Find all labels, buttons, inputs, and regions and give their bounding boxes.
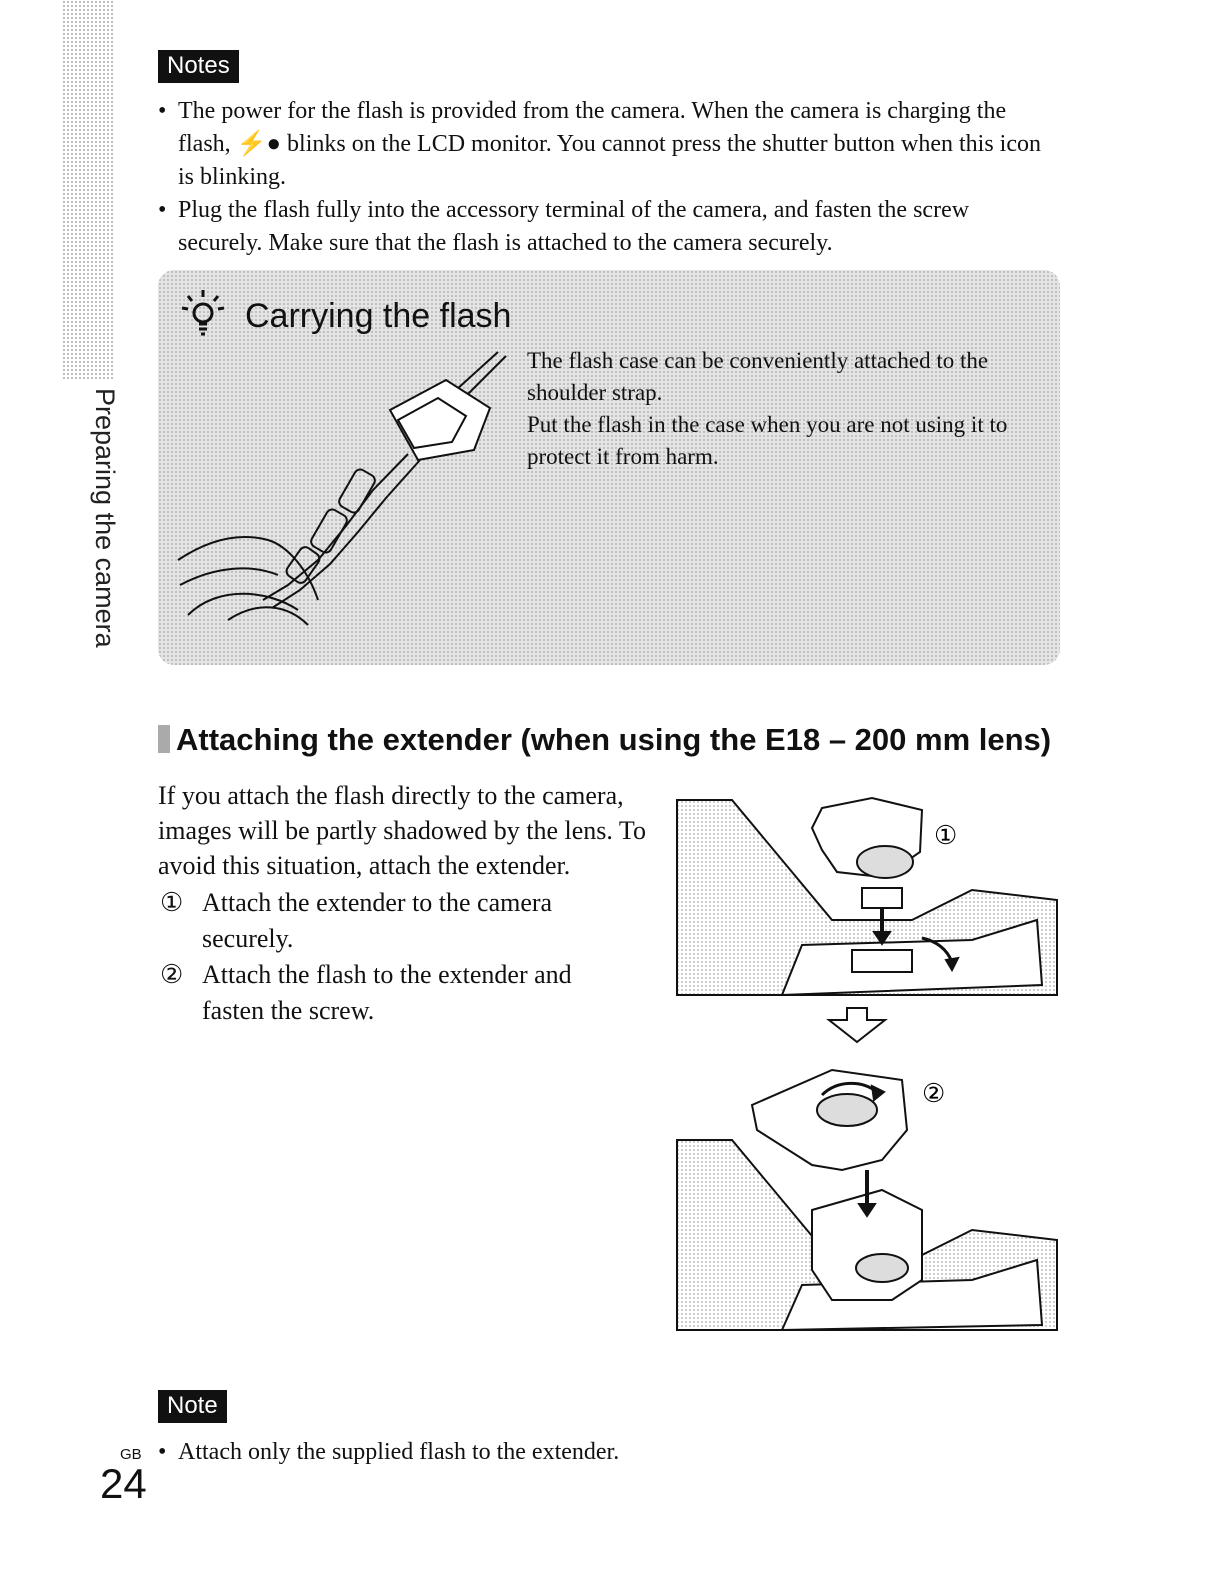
step-number: ② — [160, 960, 184, 989]
step-text: Attach the extender to the camera securely. — [202, 888, 553, 953]
note-item: • Attach only the supplied flash to the extender. — [158, 1436, 1058, 1468]
step-text: Attach the flash to the extender and fasten the screw. — [202, 960, 572, 1025]
extender-illustration — [672, 780, 1062, 1340]
flash-strap-illustration — [168, 350, 518, 630]
notes-label: Notes — [158, 50, 239, 83]
note-list — [158, 1436, 1058, 1468]
steps-list — [158, 885, 628, 1029]
step-number: ① — [160, 888, 184, 917]
heading-marker — [158, 725, 170, 753]
note-label: Note — [158, 1390, 227, 1423]
section-intro: If you attach the flash directly to the camera, images will be partly shadowed by the lens. To avoid this situation, attach the extender. — [158, 781, 646, 880]
lightbulb-icon — [178, 288, 228, 340]
section-heading — [158, 722, 1051, 758]
page-number: 24 — [100, 1460, 147, 1507]
side-tab-label: Preparing the camera — [90, 388, 120, 648]
callout-1: ① — [934, 821, 958, 850]
step-item — [158, 885, 628, 957]
callout-2: ② — [922, 1079, 946, 1108]
region-code: GB — [120, 1446, 142, 1463]
edge-texture — [62, 0, 114, 380]
step-item — [158, 957, 628, 1029]
section-title: Attaching the extender (when using the E18 – 200 mm lens) — [176, 722, 1052, 757]
notes-item: • The power for the flash is provided from the camera. When the camera is charging the flash, ⚡● blinks on the LCD monitor. You cannot press the shutter button when this icon is blinking. — [158, 95, 1058, 194]
tip-line: The flash case can be conveniently attached to the shoulder strap. — [527, 348, 989, 405]
tip-title: Carrying the flash — [245, 297, 512, 335]
tip-line: Put the flash in the case when you are not using it to protect it from harm. — [527, 412, 1008, 469]
notes-list — [158, 95, 1058, 260]
notes-item: • Plug the flash fully into the accessory terminal of the camera, and fasten the screw securely. Make sure that the flash is attached to the camera securely. — [158, 194, 1058, 260]
tip-text — [527, 345, 1047, 473]
